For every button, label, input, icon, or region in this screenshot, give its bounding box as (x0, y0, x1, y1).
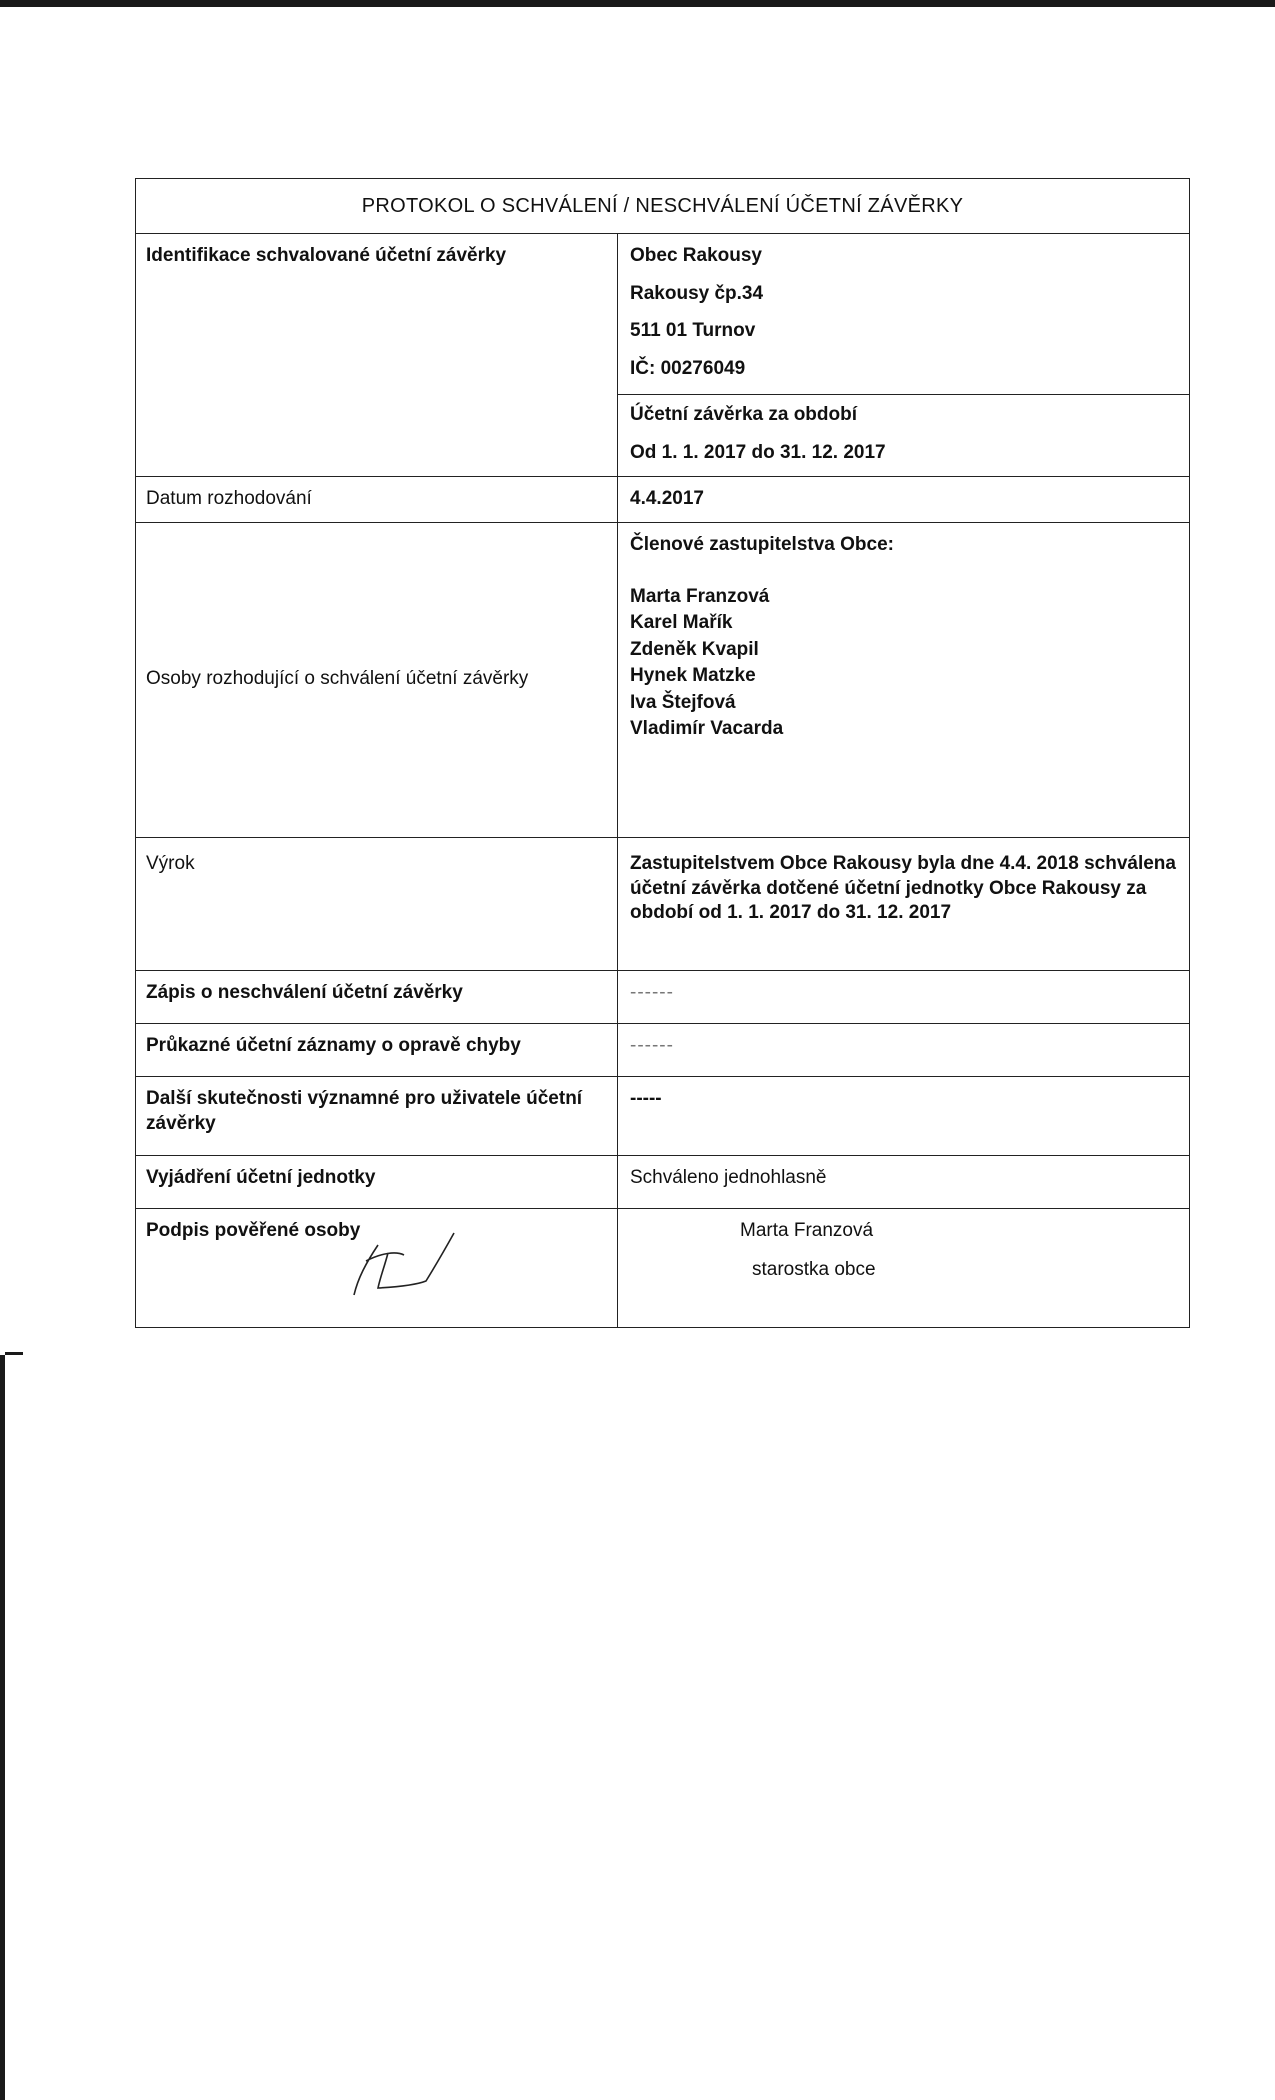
label-zapis: Zápis o neschválení účetní závěrky (136, 971, 618, 1023)
member-name: Marta Franzová (630, 585, 770, 607)
row-zapis (136, 971, 1189, 1024)
podpis-label: Podpis pověřené osoby (146, 1219, 361, 1241)
member-name: Karel Mařík (630, 612, 733, 634)
row-datum (136, 477, 1189, 523)
value-osoby (618, 523, 1189, 837)
member-name: Zdeněk Kvapil (630, 638, 759, 660)
member-name: Iva Štejfová (630, 691, 736, 713)
period-value: Od 1. 1. 2017 do 31. 12. 2017 (630, 442, 886, 464)
members-list (630, 584, 1177, 744)
scan-border-top (0, 0, 1275, 7)
protocol-form (135, 178, 1190, 1328)
label-vyjadreni: Vyjádření účetní jednotky (136, 1156, 618, 1208)
member-name: Vladimír Vacarda (630, 718, 784, 740)
label-prukazne: Průkazné účetní záznamy o opravě chyby (136, 1024, 618, 1076)
row-prukazne (136, 1024, 1189, 1077)
label-dalsi: Další skutečnosti významné pro uživatele účetní závěrky (136, 1077, 618, 1155)
scan-border-left (0, 1355, 5, 2100)
label-identifikace: Identifikace schvalované účetní závěrky (136, 234, 618, 476)
row-podpis (136, 1209, 1189, 1327)
value-prukazne: ------ (630, 1034, 674, 1056)
row-identifikace (136, 234, 1189, 477)
entity-ic: IČ: 00276049 (630, 358, 746, 380)
members-heading: Členové zastupitelstva Obce: (630, 533, 894, 555)
value-identifikace (618, 234, 1189, 476)
signatory (630, 1219, 1177, 1282)
row-vyjadreni (136, 1156, 1189, 1209)
row-dalsi (136, 1077, 1189, 1156)
value-vyjadreni: Schváleno jednohlasně (630, 1166, 827, 1188)
entity-city: 511 01 Turnov (630, 320, 756, 342)
label-osoby: Osoby rozhodující o schválení účetní závěrky (136, 523, 618, 837)
value-vyrok: Zastupitelstvem Obce Rakousy byla dne 4.4. 2018 schválena účetní závěrka dotčené účetní jednotky Obce Rakousy za období od 1. 1. 2017 do 31. 12. 2017 (630, 852, 1176, 924)
member-name: Hynek Matzke (630, 665, 756, 687)
signatory-name: Marta Franzová (740, 1219, 874, 1241)
value-podpis (618, 1209, 1189, 1327)
value-datum: 4.4.2017 (630, 488, 704, 510)
row-vyrok (136, 838, 1189, 971)
value-zapis: ------ (630, 981, 674, 1003)
label-datum: Datum rozhodování (136, 477, 618, 522)
entity-name: Obec Rakousy (630, 245, 762, 266)
value-dalsi: ----- (630, 1087, 662, 1109)
label-vyrok: Výrok (136, 838, 618, 970)
period-block (630, 395, 1177, 466)
entity-address (618, 244, 1189, 395)
handwritten-signature (326, 1223, 466, 1303)
form-title: PROTOKOL O SCHVÁLENÍ / NESCHVÁLENÍ ÚČETNÍ ZÁVĚRKY (136, 179, 1189, 234)
scan-mark (5, 1352, 23, 1355)
signatory-role: starostka obce (752, 1258, 876, 1280)
entity-street: Rakousy čp.34 (630, 282, 764, 304)
period-label: Účetní závěrka za období (630, 403, 858, 425)
row-osoby (136, 523, 1189, 838)
label-podpis (136, 1209, 618, 1327)
